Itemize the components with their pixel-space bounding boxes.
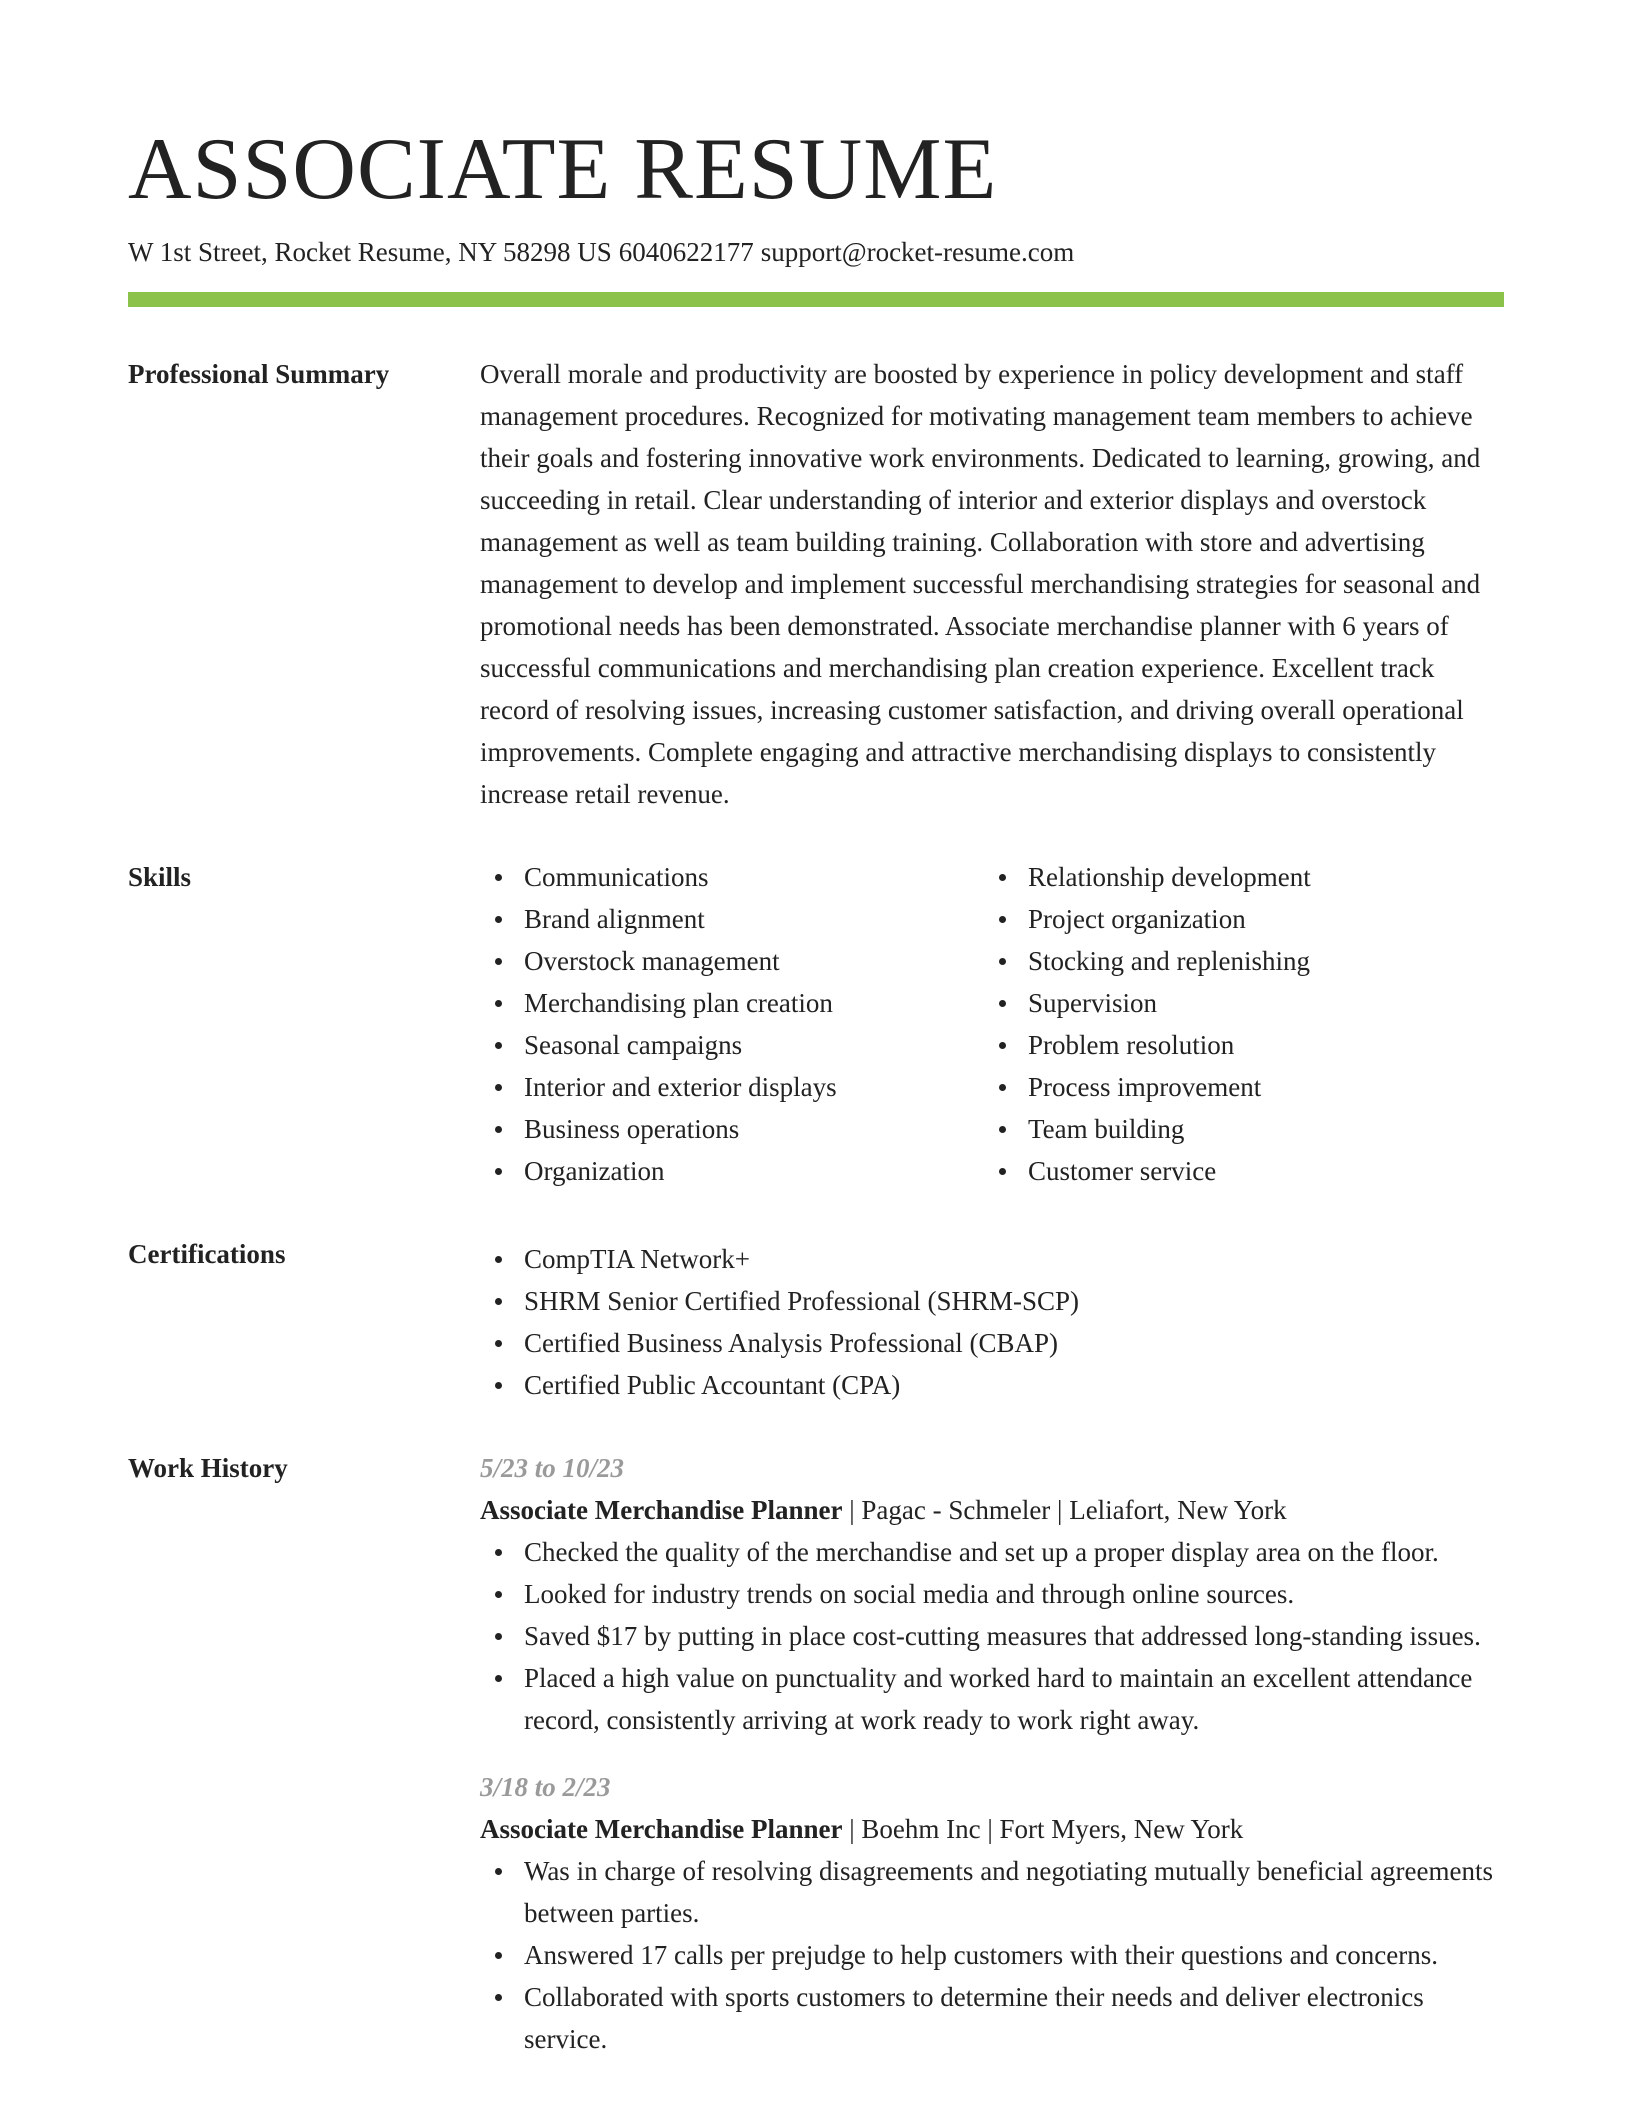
skill-item: Stocking and replenishing: [984, 940, 1488, 982]
skills-list-right: [984, 856, 1488, 1192]
section-label-certifications: Certifications: [128, 1239, 286, 1269]
contact-phone: 6040622177: [618, 237, 754, 267]
skill-item: Seasonal campaigns: [480, 1024, 984, 1066]
skill-item: Interior and exterior displays: [480, 1066, 984, 1108]
skill-item: Problem resolution: [984, 1024, 1488, 1066]
job-title: Associate Merchandise Planner: [480, 1814, 843, 1844]
job-title: Associate Merchandise Planner: [480, 1495, 843, 1525]
certification-item: SHRM Senior Certified Professional (SHRM-SCP): [480, 1280, 1504, 1322]
certification-item: Certified Public Accountant (CPA): [480, 1364, 1504, 1406]
contact-email[interactable]: support@rocket-resume.com: [760, 237, 1075, 267]
skill-item: Merchandising plan creation: [480, 982, 984, 1024]
header-divider: [128, 292, 1504, 307]
resume-page: [128, 118, 1504, 2060]
job-entry: [480, 1447, 1504, 1741]
contact-line: [128, 234, 1504, 270]
job-company: Pagac - Schmeler: [861, 1495, 1051, 1525]
certifications-section: [128, 1238, 1504, 1406]
job-entry: [480, 1766, 1504, 2060]
job-bullet: Placed a high value on punctuality and worked hard to maintain an excellent attendance record, consistently arriving at work ready to work right away.: [480, 1657, 1504, 1741]
job-heading: Associate Merchandise Planner | Pagac - Schmeler | Leliafort, New York: [480, 1495, 1287, 1525]
skill-item: Business operations: [480, 1108, 984, 1150]
skill-item: Customer service: [984, 1150, 1488, 1192]
summary-text: Overall morale and productivity are boosted by experience in policy development and staff management procedures. Recognized for motivating management team members to achieve their goals and fostering innovative work environments. Dedicated to learning, growing, and succeeding in retail. Clear understanding of interior and exterior displays and overstock management as well as team building training. Collaboration with store and advertising management to develop and implement successful merchandising strategies for seasonal and promotional needs has been demonstrated. Associate merchandise planner with 6 years of successful communications and merchandising plan creation experience. Excellent track record of resolving issues, increasing customer satisfaction, and driving overall operational improvements. Complete engaging and attractive merchandising displays to consistently increase retail revenue.: [480, 359, 1481, 809]
resume-title: ASSOCIATE RESUME: [128, 121, 998, 218]
job-bullet: Collaborated with sports customers to determine their needs and deliver electronics service.: [480, 1976, 1504, 2060]
skill-item: Overstock management: [480, 940, 984, 982]
job-bullets: [480, 1531, 1504, 1741]
job-location: Fort Myers, New York: [999, 1814, 1244, 1844]
certification-item: Certified Business Analysis Professional (CBAP): [480, 1322, 1504, 1364]
skill-item: Brand alignment: [480, 898, 984, 940]
certifications-list: [480, 1238, 1504, 1406]
skill-item: Communications: [480, 856, 984, 898]
job-bullet: Was in charge of resolving disagreements and negotiating mutually beneficial agreements between parties.: [480, 1850, 1504, 1934]
job-heading: Associate Merchandise Planner | Boehm Inc | Fort Myers, New York: [480, 1814, 1244, 1844]
skill-item: Relationship development: [984, 856, 1488, 898]
job-bullet: Checked the quality of the merchandise and set up a proper display area on the floor.: [480, 1531, 1504, 1573]
section-label-skills: Skills: [128, 862, 192, 892]
work-history-section: [128, 1452, 1504, 2060]
summary-section: [128, 358, 1504, 815]
skill-item: Process improvement: [984, 1066, 1488, 1108]
skill-item: Project organization: [984, 898, 1488, 940]
section-label-summary: Professional Summary: [128, 359, 390, 389]
skills-section: [128, 861, 1504, 1192]
skills-list-left: [480, 856, 984, 1192]
certification-item: CompTIA Network+: [480, 1238, 1504, 1280]
job-company: Boehm Inc: [861, 1814, 981, 1844]
job-dates: 5/23 to 10/23: [480, 1453, 625, 1483]
skill-item: Team building: [984, 1108, 1488, 1150]
job-bullet: Saved $17 by putting in place cost-cutting measures that addressed long-standing issues.: [480, 1615, 1504, 1657]
job-bullet: Looked for industry trends on social media and through online sources.: [480, 1573, 1504, 1615]
job-bullet: Answered 17 calls per prejudge to help customers with their questions and concerns.: [480, 1934, 1504, 1976]
contact-address: W 1st Street, Rocket Resume, NY 58298 US: [128, 237, 612, 267]
section-label-work-history: Work History: [128, 1453, 288, 1483]
job-location: Leliafort, New York: [1069, 1495, 1287, 1525]
skill-item: Organization: [480, 1150, 984, 1192]
job-bullets: [480, 1850, 1504, 2060]
job-dates: 3/18 to 2/23: [480, 1772, 611, 1802]
skill-item: Supervision: [984, 982, 1488, 1024]
